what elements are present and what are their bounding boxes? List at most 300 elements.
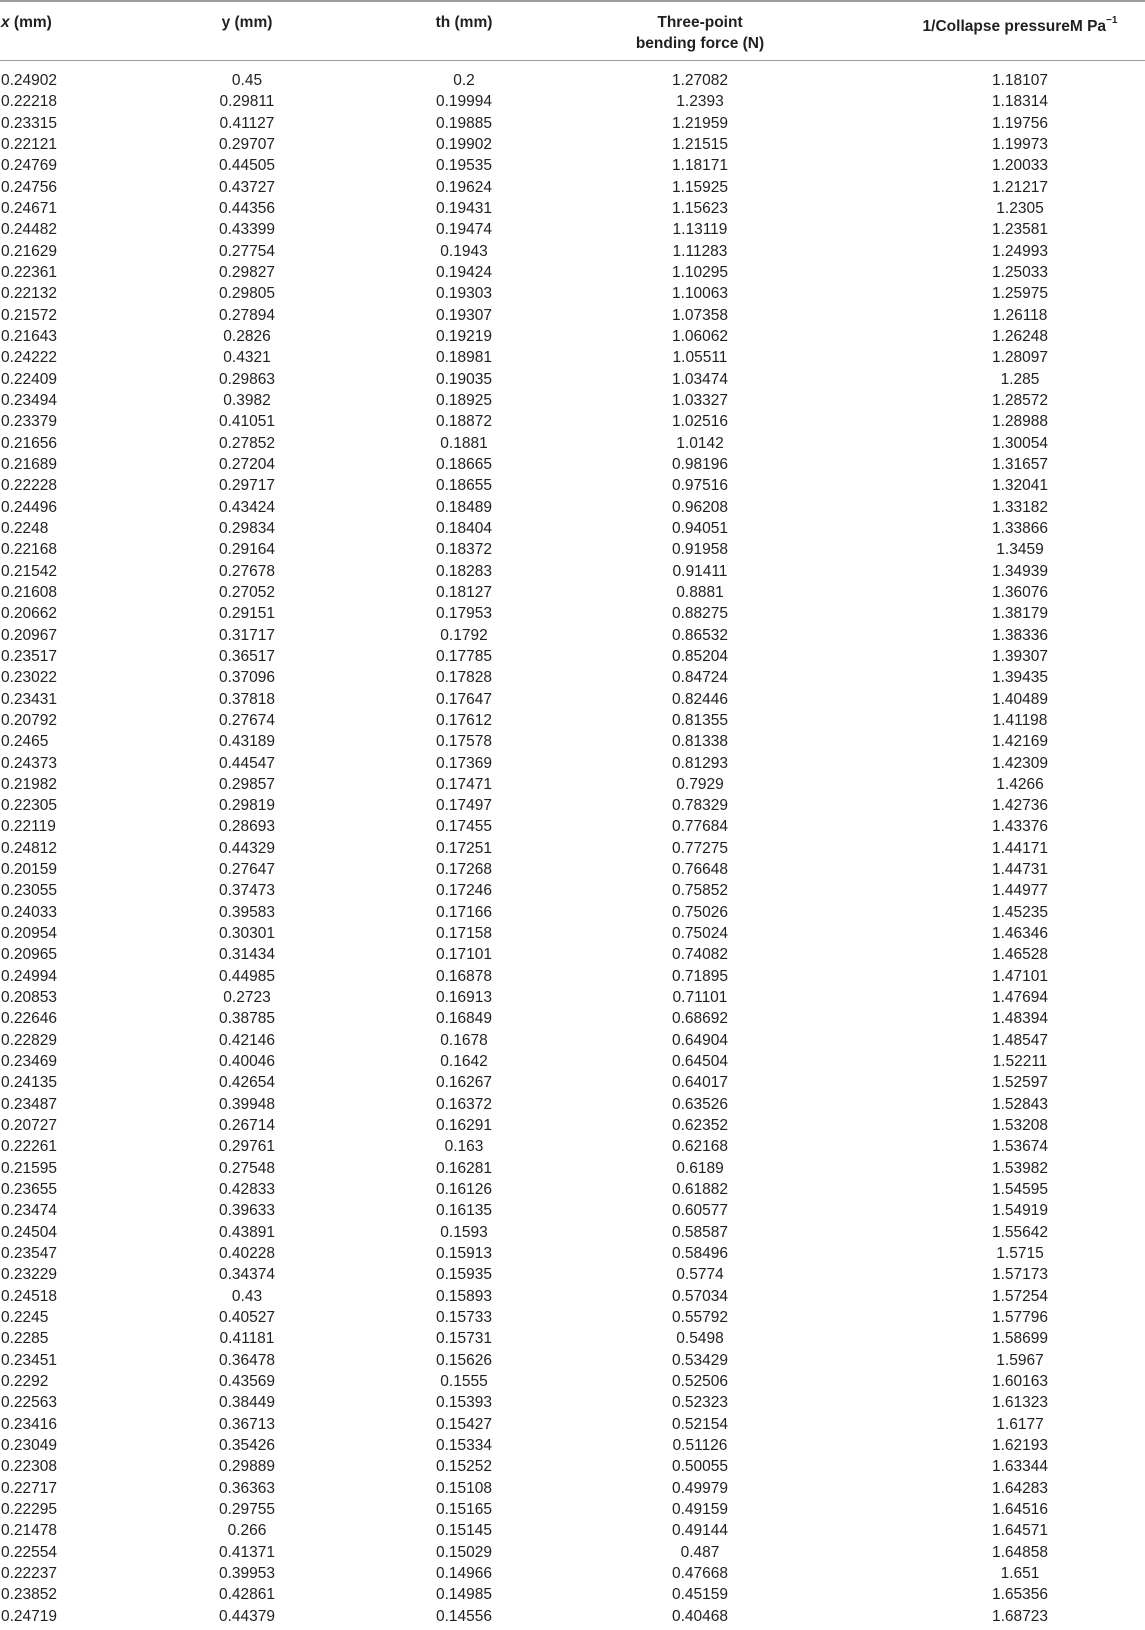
cell-x: 0.23431 bbox=[1, 690, 58, 708]
cell-collapse-pressure: 1.68723 bbox=[991, 1607, 1049, 1625]
cell-th: 0.18127 bbox=[435, 583, 493, 601]
cell-bending-force: 0.76648 bbox=[671, 861, 729, 879]
cell-collapse-pressure: 1.39435 bbox=[991, 669, 1049, 687]
cell-x: 0.22409 bbox=[1, 370, 58, 388]
table-row bbox=[0, 561, 1145, 582]
cell-th: 0.18872 bbox=[435, 413, 493, 431]
cell-collapse-pressure: 1.62193 bbox=[991, 1437, 1049, 1454]
cell-x: 0.21478 bbox=[1, 1522, 58, 1540]
cell-collapse-pressure: 1.25033 bbox=[991, 263, 1049, 281]
cell-y: 0.41127 bbox=[219, 114, 275, 132]
cell-bending-force: 0.71101 bbox=[672, 989, 728, 1007]
cell-x: 0.2465 bbox=[1, 733, 49, 751]
table-row bbox=[0, 582, 1145, 603]
cell-x: 0.21572 bbox=[1, 306, 58, 324]
table-row bbox=[0, 944, 1145, 965]
cell-bending-force: 0.52506 bbox=[671, 1373, 729, 1391]
cell-bending-force: 0.91411 bbox=[672, 562, 728, 580]
cell-th: 0.1593 bbox=[440, 1223, 488, 1241]
cell-th: 0.15145 bbox=[435, 1522, 493, 1540]
cell-th: 0.163 bbox=[444, 1138, 484, 1156]
cell-x: 0.2285 bbox=[1, 1330, 49, 1348]
cell-collapse-pressure: 1.64858 bbox=[991, 1543, 1049, 1561]
cell-collapse-pressure: 1.28572 bbox=[991, 391, 1049, 409]
cell-th: 0.18655 bbox=[435, 477, 493, 495]
table-row bbox=[0, 859, 1145, 880]
table-row bbox=[0, 1030, 1145, 1051]
cell-bending-force: 1.06062 bbox=[671, 327, 729, 345]
cell-th: 0.16913 bbox=[435, 989, 493, 1007]
cell-y: 0.36363 bbox=[218, 1479, 276, 1497]
table-row bbox=[0, 539, 1145, 560]
cell-y: 0.29811 bbox=[219, 93, 275, 111]
cell-th: 0.16849 bbox=[435, 1010, 493, 1028]
cell-x: 0.23517 bbox=[1, 647, 58, 665]
cell-bending-force: 0.7929 bbox=[676, 775, 724, 793]
cell-y: 0.37818 bbox=[218, 690, 276, 708]
table-row bbox=[0, 134, 1145, 155]
cell-th: 0.16372 bbox=[435, 1095, 493, 1113]
cell-y: 0.266 bbox=[227, 1522, 267, 1540]
cell-th: 0.17785 bbox=[435, 647, 493, 665]
cell-x: 0.22308 bbox=[1, 1458, 58, 1476]
cell-th: 0.19535 bbox=[435, 157, 493, 175]
cell-collapse-pressure: 1.64571 bbox=[991, 1522, 1049, 1540]
cell-bending-force: 0.91958 bbox=[671, 541, 729, 559]
cell-x: 0.2292 bbox=[1, 1373, 49, 1391]
cell-x: 0.20967 bbox=[1, 626, 58, 644]
table-row bbox=[0, 475, 1145, 496]
table-row bbox=[0, 1371, 1145, 1392]
cell-y: 0.27052 bbox=[218, 583, 276, 601]
cell-collapse-pressure: 1.42169 bbox=[991, 733, 1049, 751]
table-row bbox=[0, 305, 1145, 326]
table-row bbox=[0, 816, 1145, 837]
table-row bbox=[0, 1158, 1145, 1179]
cell-collapse-pressure: 1.32041 bbox=[991, 477, 1049, 495]
cell-bending-force: 0.81355 bbox=[671, 711, 729, 729]
cell-y: 0.27678 bbox=[218, 562, 276, 580]
cell-x: 0.21656 bbox=[1, 434, 58, 452]
cell-y: 0.29755 bbox=[218, 1500, 276, 1518]
cell-x: 0.24033 bbox=[1, 903, 58, 921]
cell-bending-force: 0.47668 bbox=[671, 1564, 729, 1582]
cell-x: 0.20954 bbox=[1, 925, 58, 943]
cell-y: 0.43891 bbox=[218, 1223, 276, 1241]
cell-collapse-pressure: 1.18314 bbox=[991, 93, 1049, 111]
cell-th: 0.15913 bbox=[435, 1245, 493, 1263]
cell-th: 0.19885 bbox=[435, 114, 493, 132]
cell-collapse-pressure: 1.20033 bbox=[991, 157, 1049, 175]
cell-x: 0.22305 bbox=[1, 797, 58, 815]
cell-collapse-pressure: 1.4266 bbox=[996, 775, 1044, 793]
cell-bending-force: 0.62352 bbox=[671, 1117, 729, 1135]
cell-y: 0.42861 bbox=[218, 1586, 276, 1604]
table-row bbox=[0, 262, 1145, 283]
cell-bending-force: 0.58587 bbox=[671, 1223, 729, 1241]
table-row bbox=[0, 1520, 1145, 1541]
table-row bbox=[0, 753, 1145, 774]
cell-collapse-pressure: 1.26118 bbox=[992, 306, 1048, 324]
cell-y: 0.41051 bbox=[218, 413, 276, 431]
cell-collapse-pressure: 1.41198 bbox=[992, 711, 1048, 729]
cell-bending-force: 0.94051 bbox=[671, 519, 729, 537]
cell-collapse-pressure: 1.46346 bbox=[991, 925, 1049, 943]
cell-x: 0.24719 bbox=[1, 1607, 58, 1625]
cell-collapse-pressure: 1.53674 bbox=[991, 1138, 1049, 1156]
cell-bending-force: 1.05511 bbox=[672, 349, 728, 367]
cell-collapse-pressure: 1.44171 bbox=[991, 839, 1049, 857]
cell-bending-force: 1.2393 bbox=[676, 93, 724, 111]
cell-collapse-pressure: 1.42736 bbox=[991, 797, 1049, 815]
cell-y: 0.44379 bbox=[218, 1607, 276, 1625]
cell-y: 0.27204 bbox=[218, 455, 276, 473]
cell-th: 0.17158 bbox=[435, 925, 493, 943]
table-row bbox=[0, 923, 1145, 944]
cell-y: 0.27852 bbox=[218, 434, 276, 452]
table-header bbox=[0, 2, 1145, 60]
cell-y: 0.34374 bbox=[218, 1266, 276, 1284]
cell-collapse-pressure: 1.39307 bbox=[991, 647, 1049, 665]
cell-bending-force: 0.86532 bbox=[671, 626, 729, 644]
table-row bbox=[0, 1542, 1145, 1563]
cell-th: 0.19219 bbox=[435, 327, 493, 345]
cell-x: 0.22563 bbox=[1, 1394, 58, 1412]
cell-th: 0.19431 bbox=[435, 199, 493, 217]
cell-y: 0.29857 bbox=[218, 775, 276, 793]
cell-y: 0.44547 bbox=[218, 754, 276, 772]
cell-bending-force: 0.52154 bbox=[671, 1415, 729, 1433]
cell-bending-force: 0.49144 bbox=[671, 1522, 729, 1540]
cell-th: 0.15626 bbox=[435, 1351, 493, 1369]
cell-y: 0.42654 bbox=[218, 1074, 276, 1092]
cell-bending-force: 0.49979 bbox=[671, 1479, 729, 1497]
table-row bbox=[0, 902, 1145, 923]
cell-collapse-pressure: 1.42309 bbox=[991, 754, 1049, 772]
cell-bending-force: 0.68692 bbox=[671, 1010, 729, 1028]
cell-x: 0.24373 bbox=[1, 754, 58, 772]
cell-y: 0.3982 bbox=[223, 391, 271, 409]
cell-bending-force: 0.50055 bbox=[671, 1458, 729, 1476]
cell-bending-force: 1.0142 bbox=[676, 434, 724, 452]
cell-collapse-pressure: 1.44977 bbox=[991, 882, 1049, 900]
cell-collapse-pressure: 1.48547 bbox=[991, 1031, 1049, 1049]
cell-th: 0.19307 bbox=[435, 306, 493, 324]
cell-th: 0.18665 bbox=[435, 455, 493, 473]
cell-x: 0.23022 bbox=[1, 669, 58, 687]
cell-y: 0.43727 bbox=[218, 178, 276, 196]
cell-collapse-pressure: 1.25975 bbox=[991, 285, 1049, 303]
cell-x: 0.20727 bbox=[1, 1117, 58, 1135]
cell-th: 0.17268 bbox=[435, 861, 493, 879]
cell-collapse-pressure: 1.57796 bbox=[991, 1309, 1049, 1327]
cell-th: 0.15731 bbox=[435, 1330, 493, 1348]
cell-bending-force: 0.61882 bbox=[671, 1181, 729, 1199]
cell-collapse-pressure: 1.34939 bbox=[991, 562, 1049, 580]
cell-y: 0.36517 bbox=[218, 647, 276, 665]
table-row bbox=[0, 326, 1145, 347]
cell-bending-force: 1.15623 bbox=[671, 199, 729, 217]
cell-bending-force: 1.10063 bbox=[671, 285, 729, 303]
cell-x: 0.22132 bbox=[1, 285, 58, 303]
cell-x: 0.21629 bbox=[1, 242, 58, 260]
cell-th: 0.18925 bbox=[435, 391, 493, 409]
table-row bbox=[0, 1392, 1145, 1413]
table-row bbox=[0, 838, 1145, 859]
cell-x: 0.22119 bbox=[1, 818, 56, 836]
cell-bending-force: 0.71895 bbox=[671, 967, 729, 985]
cell-y: 0.43569 bbox=[218, 1373, 276, 1391]
cell-collapse-pressure: 1.52843 bbox=[991, 1095, 1049, 1113]
table-row bbox=[0, 1456, 1145, 1477]
cell-y: 0.41371 bbox=[218, 1543, 276, 1561]
cell-collapse-pressure: 1.19756 bbox=[991, 114, 1049, 132]
cell-collapse-pressure: 1.46528 bbox=[991, 946, 1049, 964]
table-row bbox=[0, 1584, 1145, 1605]
cell-collapse-pressure: 1.53208 bbox=[991, 1117, 1049, 1135]
cell-th: 0.14985 bbox=[435, 1586, 493, 1604]
table-row bbox=[0, 710, 1145, 731]
cell-y: 0.37096 bbox=[218, 669, 276, 687]
table-row bbox=[0, 433, 1145, 454]
cell-bending-force: 0.74082 bbox=[671, 946, 729, 964]
table-row bbox=[0, 1563, 1145, 1584]
cell-collapse-pressure: 1.18107 bbox=[991, 72, 1049, 89]
cell-x: 0.22829 bbox=[1, 1031, 58, 1049]
cell-y: 0.42833 bbox=[218, 1181, 276, 1199]
cell-y: 0.38449 bbox=[218, 1394, 276, 1412]
table-row bbox=[0, 1414, 1145, 1435]
cell-th: 0.17369 bbox=[435, 754, 493, 772]
cell-bending-force: 1.18171 bbox=[671, 157, 729, 175]
cell-x: 0.23655 bbox=[1, 1181, 58, 1199]
cell-y: 0.2826 bbox=[223, 327, 271, 345]
cell-collapse-pressure: 1.33182 bbox=[991, 498, 1049, 516]
cell-y: 0.39633 bbox=[218, 1202, 276, 1220]
cell-th: 0.19902 bbox=[435, 135, 493, 153]
table-row bbox=[0, 390, 1145, 411]
cell-y: 0.29819 bbox=[218, 797, 276, 815]
cell-x: 0.24671 bbox=[1, 199, 58, 217]
table-row bbox=[0, 987, 1145, 1008]
cell-bending-force: 0.62168 bbox=[671, 1138, 729, 1156]
cell-y: 0.27548 bbox=[218, 1159, 276, 1177]
cell-y: 0.30301 bbox=[218, 925, 276, 943]
cell-y: 0.40228 bbox=[218, 1245, 276, 1263]
cell-y: 0.42146 bbox=[218, 1031, 276, 1049]
cell-th: 0.14966 bbox=[435, 1564, 493, 1582]
cell-x: 0.21542 bbox=[1, 562, 58, 580]
cell-bending-force: 0.40468 bbox=[671, 1607, 729, 1625]
cell-th: 0.17612 bbox=[435, 711, 493, 729]
cell-x: 0.23229 bbox=[1, 1266, 58, 1284]
cell-y: 0.39583 bbox=[218, 903, 276, 921]
cell-collapse-pressure: 1.53982 bbox=[991, 1159, 1049, 1177]
cell-th: 0.17953 bbox=[435, 605, 493, 623]
cell-x: 0.22261 bbox=[1, 1138, 58, 1156]
cell-th: 0.15393 bbox=[435, 1394, 493, 1412]
cell-th: 0.18489 bbox=[435, 498, 493, 516]
cell-th: 0.19994 bbox=[435, 93, 493, 111]
cell-x: 0.23379 bbox=[1, 413, 58, 431]
table-row bbox=[0, 625, 1145, 646]
cell-x: 0.22228 bbox=[1, 477, 58, 495]
cell-th: 0.17166 bbox=[435, 903, 493, 921]
cell-th: 0.18283 bbox=[435, 562, 493, 580]
table-body bbox=[0, 70, 1145, 1627]
cell-bending-force: 0.45159 bbox=[671, 1586, 729, 1604]
cell-collapse-pressure: 1.57173 bbox=[991, 1266, 1049, 1284]
cell-x: 0.21982 bbox=[1, 775, 58, 793]
cell-collapse-pressure: 1.24993 bbox=[991, 242, 1049, 260]
cell-th: 0.2 bbox=[453, 72, 475, 89]
cell-collapse-pressure: 1.55642 bbox=[991, 1223, 1049, 1241]
table-row bbox=[0, 1435, 1145, 1456]
cell-collapse-pressure: 1.58699 bbox=[991, 1330, 1049, 1348]
cell-th: 0.16291 bbox=[435, 1117, 493, 1135]
cell-bending-force: 0.6189 bbox=[676, 1159, 724, 1177]
cell-y: 0.38785 bbox=[218, 1010, 276, 1028]
cell-y: 0.27754 bbox=[218, 242, 276, 260]
cell-th: 0.19424 bbox=[435, 263, 493, 281]
cell-y: 0.29164 bbox=[218, 541, 276, 559]
cell-x: 0.22168 bbox=[1, 541, 58, 559]
cell-th: 0.1555 bbox=[440, 1373, 488, 1391]
cell-th: 0.18981 bbox=[435, 349, 493, 367]
cell-x: 0.23474 bbox=[1, 1202, 58, 1220]
cell-y: 0.36713 bbox=[218, 1415, 276, 1433]
cell-collapse-pressure: 1.2305 bbox=[996, 199, 1044, 217]
cell-x: 0.22717 bbox=[1, 1479, 58, 1497]
cell-th: 0.17578 bbox=[435, 733, 493, 751]
cell-x: 0.21608 bbox=[1, 583, 58, 601]
cell-y: 0.26714 bbox=[218, 1117, 276, 1135]
cell-x: 0.22237 bbox=[1, 1564, 58, 1582]
cell-y: 0.44985 bbox=[218, 967, 276, 985]
cell-th: 0.15252 bbox=[435, 1458, 493, 1476]
cell-th: 0.18372 bbox=[435, 541, 493, 559]
cell-collapse-pressure: 1.28988 bbox=[991, 413, 1049, 431]
cell-collapse-pressure: 1.5967 bbox=[996, 1351, 1044, 1369]
cell-x: 0.24756 bbox=[1, 178, 58, 196]
cell-collapse-pressure: 1.52597 bbox=[991, 1074, 1049, 1092]
cell-y: 0.29827 bbox=[218, 263, 276, 281]
cell-collapse-pressure: 1.21217 bbox=[991, 178, 1049, 196]
cell-y: 0.27894 bbox=[218, 306, 276, 324]
table-row bbox=[0, 113, 1145, 134]
cell-bending-force: 0.8881 bbox=[676, 583, 724, 601]
cell-collapse-pressure: 1.285 bbox=[1000, 370, 1040, 388]
cell-collapse-pressure: 1.63344 bbox=[991, 1458, 1049, 1476]
cell-y: 0.36478 bbox=[218, 1351, 276, 1369]
table-row bbox=[0, 1051, 1145, 1072]
cell-bending-force: 1.15925 bbox=[671, 178, 729, 196]
header-rule bbox=[0, 60, 1145, 61]
cell-bending-force: 1.13119 bbox=[672, 221, 728, 239]
cell-collapse-pressure: 1.65356 bbox=[991, 1586, 1049, 1604]
cell-th: 0.15893 bbox=[435, 1287, 493, 1305]
cell-collapse-pressure: 1.57254 bbox=[991, 1287, 1049, 1305]
cell-th: 0.16126 bbox=[435, 1181, 493, 1199]
table-row bbox=[0, 1094, 1145, 1115]
cell-th: 0.1943 bbox=[440, 242, 488, 260]
cell-bending-force: 0.77275 bbox=[671, 839, 729, 857]
table-row bbox=[0, 1350, 1145, 1371]
table-row bbox=[0, 1328, 1145, 1349]
cell-th: 0.17455 bbox=[435, 818, 493, 836]
table-row bbox=[0, 347, 1145, 368]
cell-x: 0.21595 bbox=[1, 1159, 58, 1177]
cell-y: 0.35426 bbox=[218, 1437, 276, 1454]
cell-th: 0.19474 bbox=[435, 221, 493, 239]
table-row bbox=[0, 1136, 1145, 1157]
cell-x: 0.24482 bbox=[1, 221, 58, 239]
cell-bending-force: 1.02516 bbox=[671, 413, 729, 431]
table-row bbox=[0, 198, 1145, 219]
table-row bbox=[0, 603, 1145, 624]
table-row bbox=[0, 689, 1145, 710]
cell-y: 0.40046 bbox=[218, 1053, 276, 1071]
cell-x: 0.24812 bbox=[1, 839, 58, 857]
cell-y: 0.43424 bbox=[218, 498, 276, 516]
cell-bending-force: 1.03327 bbox=[671, 391, 729, 409]
cell-bending-force: 0.487 bbox=[680, 1543, 720, 1561]
cell-bending-force: 0.82446 bbox=[671, 690, 729, 708]
cell-collapse-pressure: 1.5715 bbox=[996, 1245, 1044, 1263]
cell-y: 0.45 bbox=[231, 72, 263, 89]
table-row bbox=[0, 241, 1145, 262]
cell-x: 0.22295 bbox=[1, 1500, 58, 1518]
table-row bbox=[0, 454, 1145, 475]
header-x-unit: (mm) bbox=[9, 14, 52, 31]
cell-th: 0.16878 bbox=[435, 967, 493, 985]
cell-bending-force: 0.51126 bbox=[672, 1437, 728, 1454]
cell-th: 0.17497 bbox=[435, 797, 493, 815]
table-row bbox=[0, 1499, 1145, 1520]
cell-th: 0.17246 bbox=[435, 882, 493, 900]
table-row bbox=[0, 1179, 1145, 1200]
cell-y: 0.27674 bbox=[218, 711, 276, 729]
cell-x: 0.24994 bbox=[1, 967, 58, 985]
cell-collapse-pressure: 1.23581 bbox=[991, 221, 1049, 239]
cell-x: 0.20792 bbox=[1, 711, 58, 729]
cell-bending-force: 1.07358 bbox=[671, 306, 729, 324]
cell-x: 0.23487 bbox=[1, 1095, 58, 1113]
cell-bending-force: 0.63526 bbox=[671, 1095, 729, 1113]
table-row bbox=[0, 91, 1145, 112]
table-row bbox=[0, 774, 1145, 795]
cell-collapse-pressure: 1.64516 bbox=[991, 1500, 1049, 1518]
cell-th: 0.17828 bbox=[435, 669, 493, 687]
cell-y: 0.43189 bbox=[218, 733, 276, 751]
cell-bending-force: 0.49159 bbox=[671, 1500, 729, 1518]
table-row bbox=[0, 1200, 1145, 1221]
cell-th: 0.1792 bbox=[440, 626, 488, 644]
cell-x: 0.24496 bbox=[1, 498, 58, 516]
cell-y: 0.2723 bbox=[223, 989, 271, 1007]
cell-th: 0.17647 bbox=[435, 690, 493, 708]
cell-x: 0.2248 bbox=[1, 519, 49, 537]
cell-collapse-pressure: 1.28097 bbox=[991, 349, 1049, 367]
cell-bending-force: 0.96208 bbox=[671, 498, 729, 516]
header-x-symbol: x bbox=[1, 14, 10, 31]
table-row bbox=[0, 880, 1145, 901]
cell-collapse-pressure: 1.26248 bbox=[991, 327, 1049, 345]
cell-bending-force: 0.75852 bbox=[671, 882, 729, 900]
table-row bbox=[0, 1478, 1145, 1499]
cell-collapse-pressure: 1.40489 bbox=[991, 690, 1049, 708]
cell-th: 0.15427 bbox=[435, 1415, 493, 1433]
